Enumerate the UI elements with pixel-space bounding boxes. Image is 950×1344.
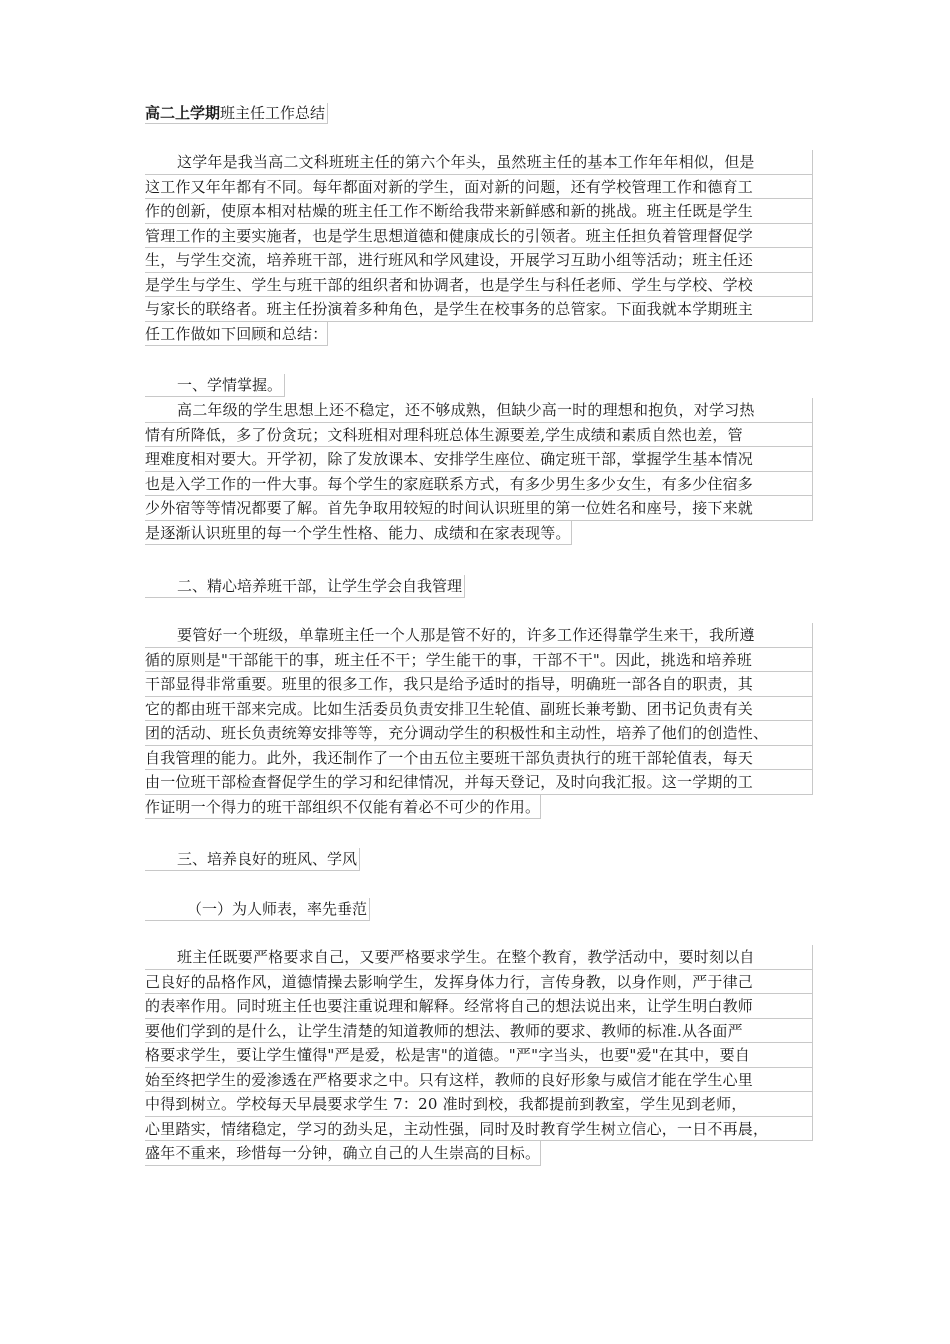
paragraph-line: 循的原则是"干部能干的事，班主任不干；学生能干的事，干部不干"。因此，挑选和培养班 [145,648,813,673]
paragraph-line: 任工作做如下回顾和总结： [145,322,328,347]
paragraph-line: 管理工作的主要实施者，也是学生思想道德和健康成长的引领者。班主任担负着管理督促学 [145,224,813,249]
paragraph-line: 生，与学生交流，培养班干部，进行班风和学风建设，开展学习互助小组等活动；班主任还 [145,248,813,273]
paragraph-line: 它的都由班干部来完成。比如生活委员负责安排卫生轮值、副班长兼考勤、团书记负责有关 [145,697,813,722]
paragraph-line: 的表率作用。同时班主任也要注重说理和解释。经常将自己的想法说出来，让学生明白教师 [145,994,813,1019]
document-title [145,103,328,124]
intro-paragraph [145,150,813,354]
section-1-heading: 一、学情掌握。 [145,374,285,397]
title-bold-part: 高二上学期 [145,104,221,122]
paragraph-line: 作证明一个得力的班干部组织不仅能有着必不可少的作用。 [145,795,541,820]
paragraph-line: 是逐渐认识班里的每一个学生性格、能力、成绩和在家表现等。 [145,521,572,546]
paragraph-line: 理难度相对要大。开学初，除了发放课本、安排学生座位、确定班干部，掌握学生基本情况 [145,447,813,472]
section-2-paragraph [145,623,813,827]
paragraph-line: 也是入学工作的一件大事。每个学生的家庭联系方式，有多少男生多少女生，有多少住宿多 [145,472,813,497]
paragraph-line: 自我管理的能力。此外，我还制作了一个由五位主要班干部负责执行的班干部轮值表，每天 [145,746,813,771]
paragraph-line: 是学生与学生、学生与班干部的组织者和协调者，也是学生与科任老师、学生与学校、学校 [145,273,813,298]
paragraph-line: 心里踏实，情绪稳定，学习的劲头足，主动性强，同时及时教育学生树立信心，一日不再晨， [145,1117,813,1142]
paragraph-line: 格要求学生，要让学生懂得"严是爱，松是害"的道德。"严"字当头，也要"爱"在其中，要自 [145,1043,813,1068]
section-1-paragraph [145,398,813,553]
paragraph-line: 这学年是我当高二文科班班主任的第六个年头，虽然班主任的基本工作年年相似，但是 [145,150,813,175]
paragraph-line: 由一位班干部检查督促学生的学习和纪律情况，并每天登记，及时向我汇报。这一学期的工 [145,770,813,795]
paragraph-line: 这工作又年年都有不同。每年都面对新的学生，面对新的问题，还有学校管理工作和德育工 [145,175,813,200]
paragraph-line: 中得到树立。学校每天早晨要求学生 7：20 准时到校，我都提前到教室，学生见到老师， [145,1092,813,1117]
paragraph-line: 作的创新，使原本相对枯燥的班主任工作不断给我带来新鲜感和新的挑战。班主任既是学生 [145,199,813,224]
section-2-heading: 二、精心培养班干部，让学生学会自我管理 [145,575,465,598]
paragraph-line: 与家长的联络者。班主任扮演着多种角色，是学生在校事务的总管家。下面我就本学期班主 [145,297,813,322]
paragraph-line: 己良好的品格作风，道德情操去影响学生，发挥身体力行，言传身教，以身作则，严于律己 [145,970,813,995]
paragraph-line: 盛年不重来，珍惜每一分钟，确立自己的人生崇高的目标。 [145,1141,541,1166]
paragraph-line: 团的活动、班长负责统筹安排等等，充分调动学生的积极性和主动性，培养了他们的创造性、 [145,721,813,746]
section-3-sub-heading: （一）为人师表，率先垂范 [145,898,370,921]
paragraph-line: 班主任既要严格要求自己，又要严格要求学生。在整个教育，教学活动中，要时刻以自 [145,945,813,970]
paragraph-line: 要管好一个班级，单靠班主任一个人那是管不好的，许多工作还得靠学生来干，我所遵 [145,623,813,648]
paragraph-line: 要他们学到的是什么，让学生清楚的知道教师的想法、教师的要求、教师的标准.从各面严 [145,1019,813,1044]
paragraph-line: 情有所降低，多了份贪玩；文科班相对理科班总体生源要差,学生成绩和素质自然也差，管 [145,423,813,448]
paragraph-line: 高二年级的学生思想上还不稳定，还不够成熟，但缺少高一时的理想和抱负，对学习热 [145,398,813,423]
paragraph-line: 少外宿等等情况都要了解。首先争取用较短的时间认识班里的第一位姓名和座号，接下来就 [145,496,813,521]
paragraph-line: 干部显得非常重要。班里的很多工作，我只是给予适时的指导，明确班一部各自的职责，其 [145,672,813,697]
section-3-heading: 三、培养良好的班风、学风 [145,848,360,871]
title-rest-part: 班主任工作总结 [220,104,326,122]
section-3-paragraph [145,945,813,1173]
paragraph-line: 始至终把学生的爱渗透在严格要求之中。只有这样，教师的良好形象与威信才能在学生心里 [145,1068,813,1093]
